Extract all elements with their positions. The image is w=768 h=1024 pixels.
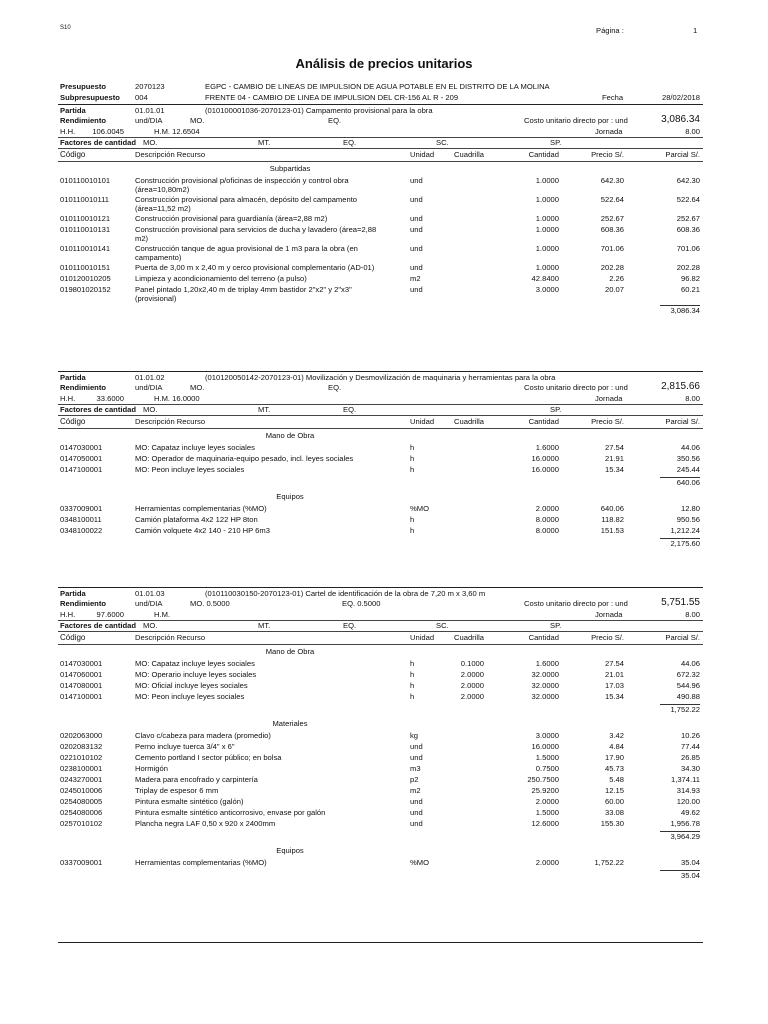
- row-precio: 151.53: [600, 526, 624, 535]
- row-precio: 15.34: [604, 692, 624, 701]
- row-precio: 12.15: [604, 786, 624, 795]
- col-cantidad: Cantidad: [528, 633, 559, 642]
- row-code: 010110010131: [60, 225, 111, 234]
- group-title: Materiales: [272, 719, 308, 728]
- col-unidad: Unidad: [410, 633, 435, 642]
- divider-line: [58, 631, 703, 632]
- row-unit: h: [410, 659, 415, 668]
- row-unit: und: [410, 195, 423, 204]
- row-parcial: 34.30: [680, 764, 700, 773]
- row-unit: h: [410, 692, 415, 701]
- row-unit: und: [410, 742, 423, 751]
- costo-label: Costo unitario directo por : und: [524, 383, 628, 392]
- row-description: Panel pintado 1,20x2,40 m de triplay 4mm bastidor 2"x2" y 2"x3": [135, 285, 352, 294]
- row-parcial: 12.80: [680, 504, 700, 513]
- factor-mt: MT.: [258, 138, 271, 147]
- row-cantidad: 16.0000: [531, 742, 559, 751]
- row-parcial: 44.06: [680, 659, 700, 668]
- row-precio: 27.54: [604, 443, 624, 452]
- row-code: 0254080005: [60, 797, 103, 806]
- row-precio: 33.08: [604, 808, 624, 817]
- fecha-value: 28/02/2018: [661, 93, 700, 102]
- row-description: Madera para encofrado y carpintería: [135, 775, 258, 784]
- row-code: 010110010151: [60, 263, 111, 272]
- row-unit: %MO: [410, 858, 429, 867]
- hh-value: 33.6000: [96, 394, 124, 403]
- row-parcial: 642.30: [676, 176, 700, 185]
- jornada-value: 8.00: [685, 394, 700, 403]
- col-cuadrilla: Cuadrilla: [454, 150, 484, 159]
- group-title: Subpartidas: [269, 164, 311, 173]
- row-description: Pintura esmalte sintético (galón): [135, 797, 244, 806]
- row-precio: 27.54: [604, 659, 624, 668]
- row-unit: und: [410, 244, 423, 253]
- row-unit: h: [410, 465, 415, 474]
- factor-sp: SP.: [550, 405, 562, 414]
- rendimiento-label: Rendimiento: [60, 383, 106, 392]
- row-description: Construcción provisional para almacén, depósito del campamento: [135, 195, 358, 204]
- row-parcial: 544.96: [676, 681, 700, 690]
- row-code: 0348100022: [60, 526, 103, 535]
- factor-eq: EQ.: [343, 621, 357, 630]
- row-precio: 1,752.22: [594, 858, 624, 867]
- col-precio: Precio S/.: [591, 150, 624, 159]
- hh-label: H.H.: [60, 394, 76, 403]
- presupuesto-label: Presupuesto: [60, 82, 106, 91]
- jornada-label: Jornada: [595, 394, 623, 403]
- row-code: 0221010102: [60, 753, 103, 762]
- row-description: Herramientas complementarias (%MO): [135, 858, 267, 867]
- row-precio: 640.06: [600, 504, 624, 513]
- row-cantidad: 1.6000: [535, 443, 559, 452]
- row-description: MO: Capataz incluye leyes sociales: [135, 443, 255, 452]
- row-code: 010110010101: [60, 176, 111, 185]
- row-code: 0147100001: [60, 465, 103, 474]
- row-precio: 252.67: [600, 214, 624, 223]
- row-parcial: 35.04: [680, 858, 700, 867]
- row-description: Clavo c/cabeza para madera (promedio): [135, 731, 271, 740]
- factores-label: Factores de cantidad: [60, 405, 136, 414]
- row-parcial: 120.00: [676, 797, 700, 806]
- subpresupuesto-label: Subpresupuesto: [60, 93, 120, 102]
- factor-sp: SP.: [550, 138, 562, 147]
- row-description: MO: Capataz incluye leyes sociales: [135, 659, 255, 668]
- col-cantidad: Cantidad: [528, 417, 559, 426]
- partida-code: 01.01.02: [135, 373, 165, 382]
- factor-eq: EQ.: [343, 405, 357, 414]
- jornada-label: Jornada: [595, 127, 623, 136]
- row-cantidad: 42.8400: [531, 274, 559, 283]
- row-code: 010110010141: [60, 244, 111, 253]
- row-cantidad: 1.0000: [535, 244, 559, 253]
- partida-label: Partida: [60, 589, 86, 598]
- row-description: MO: Peon incluye leyes sociales: [135, 465, 245, 474]
- factor-sp: SP.: [550, 621, 562, 630]
- row-unit: p2: [410, 775, 419, 784]
- row-cantidad: 25.9200: [531, 786, 559, 795]
- col-descripcion: Descripción Recurso: [135, 150, 206, 159]
- row-cuadrilla: 0.1000: [460, 659, 484, 668]
- costo-value: 3,086.34: [661, 114, 700, 125]
- row-parcial: 950.56: [676, 515, 700, 524]
- factor-sc: SC.: [436, 621, 449, 630]
- row-parcial: 252.67: [676, 214, 700, 223]
- row-precio: 45.73: [604, 764, 624, 773]
- group-subtotal: 3,964.29: [670, 832, 700, 841]
- row-cantidad: 1.0000: [535, 195, 559, 204]
- partida-description: (010120050142-2070123-01) Movilización y Desmovilización de maquinaria y herramientas para la obra: [205, 373, 556, 382]
- row-unit: und: [410, 225, 423, 234]
- factor-mo: MO.: [143, 138, 158, 147]
- row-parcial: 44.06: [680, 443, 700, 452]
- row-precio: 21.91: [604, 454, 624, 463]
- col-descripcion: Descripción Recurso: [135, 633, 206, 642]
- rendimiento-eq: EQ.: [328, 383, 342, 392]
- row-cantidad: 1.0000: [535, 176, 559, 185]
- col-parcial: Parcial S/.: [665, 150, 700, 159]
- row-cantidad: 2.0000: [535, 797, 559, 806]
- hm-value: H.M. 16.0000: [154, 394, 200, 403]
- factor-sc: SC.: [436, 138, 449, 147]
- row-description: Limpieza y acondicionamiento del terreno (a pulso): [135, 274, 307, 283]
- row-unit: und: [410, 263, 423, 272]
- partida-code: 01.01.01: [135, 106, 165, 115]
- rendimiento-mo: MO.: [190, 116, 205, 125]
- row-cantidad: 1.5000: [535, 753, 559, 762]
- row-parcial: 77.44: [680, 742, 700, 751]
- col-precio: Precio S/.: [591, 417, 624, 426]
- fecha-label: Fecha: [602, 93, 624, 102]
- row-code: 0245010006: [60, 786, 103, 795]
- row-parcial: 26.85: [680, 753, 700, 762]
- row-cantidad: 32.0000: [531, 670, 559, 679]
- factores-label: Factores de cantidad: [60, 138, 136, 147]
- group-subtotal: 1,752.22: [670, 705, 700, 714]
- row-cantidad: 32.0000: [531, 692, 559, 701]
- rendimiento-unit: und/DIA: [135, 599, 163, 608]
- row-description: MO: Peon incluye leyes sociales: [135, 692, 245, 701]
- row-cuadrilla: 2.0000: [460, 681, 484, 690]
- row-code: 0202083132: [60, 742, 103, 751]
- row-description: Herramientas complementarias (%MO): [135, 504, 267, 513]
- row-description: Perno incluye tuerca 3/4" x 6": [135, 742, 235, 751]
- row-precio: 60.00: [604, 797, 624, 806]
- row-parcial: 1,956.78: [670, 819, 700, 828]
- row-unit: m2: [410, 786, 421, 795]
- divider-line: [58, 587, 703, 588]
- col-precio: Precio S/.: [591, 633, 624, 642]
- row-unit: h: [410, 515, 415, 524]
- row-unit: und: [410, 808, 423, 817]
- row-cantidad: 1.0000: [535, 214, 559, 223]
- group-subtotal: 640.06: [676, 478, 700, 487]
- row-precio: 20.07: [604, 285, 624, 294]
- subpresupuesto-desc: FRENTE 04 - CAMBIO DE LINEA DE IMPULSION DEL CR-156 AL R - 209: [205, 93, 459, 102]
- row-parcial: 202.28: [676, 263, 700, 272]
- row-cantidad: 1.5000: [535, 808, 559, 817]
- row-description: Construcción tanque de agua provisional de 1 m3 para la obra (en: [135, 244, 358, 253]
- row-description: MO: Operador de maquinaria-equipo pesado, incl. leyes sociales: [135, 454, 354, 463]
- row-parcial: 350.56: [676, 454, 700, 463]
- row-description: Camión plataforma 4x2 122 HP 8ton: [135, 515, 258, 524]
- row-description: MO: Oficial incluye leyes sociales: [135, 681, 248, 690]
- rendimiento-unit: und/DIA: [135, 116, 163, 125]
- rendimiento-mo: MO.: [190, 383, 205, 392]
- divider-line: [58, 415, 703, 416]
- row-description: Hormigón: [135, 764, 168, 773]
- hm-value: H.M. 12.6504: [154, 127, 200, 136]
- rendimiento-unit: und/DIA: [135, 383, 163, 392]
- row-precio: 642.30: [600, 176, 624, 185]
- partida-label: Partida: [60, 106, 86, 115]
- jornada-label: Jornada: [595, 610, 623, 619]
- row-parcial: 701.06: [676, 244, 700, 253]
- factor-mt: MT.: [258, 405, 271, 414]
- row-description: Cemento portland I sector público; en bolsa: [135, 753, 282, 762]
- row-description: Plancha negra LAF 0,50 x 920 x 2400mm: [135, 819, 276, 828]
- col-codigo: Código: [60, 417, 86, 426]
- row-precio: 608.36: [600, 225, 624, 234]
- row-cantidad: 2.0000: [535, 504, 559, 513]
- row-parcial: 1,212.24: [670, 526, 700, 535]
- row-code: 0348100011: [60, 515, 102, 524]
- row-precio: 118.82: [601, 515, 624, 524]
- hm-value: H.M.: [154, 610, 171, 619]
- row-code: 0257010102: [60, 819, 103, 828]
- group-title: Equipos: [276, 846, 304, 855]
- row-parcial: 10.26: [680, 731, 700, 740]
- divider-line: [58, 428, 703, 429]
- row-unit: kg: [410, 731, 419, 740]
- row-description: Pintura esmalte sintético anticorrosivo, envase por galón: [135, 808, 326, 817]
- col-unidad: Unidad: [410, 417, 435, 426]
- row-code: 0147100001: [60, 692, 103, 701]
- row-code: 0337009001: [60, 858, 103, 867]
- group-title: Mano de Obra: [265, 431, 315, 440]
- row-precio: 2.26: [609, 274, 624, 283]
- row-parcial: 245.44: [676, 465, 700, 474]
- hh-label: H.H.: [60, 610, 76, 619]
- divider-line: [58, 161, 703, 162]
- rendimiento-label: Rendimiento: [60, 599, 106, 608]
- row-description: Construcción provisional para guardianía (área=2,88 m2): [135, 214, 328, 223]
- partida-description: (010100001036-2070123-01) Campamento provisional para la obra: [205, 106, 433, 115]
- page-label: Página :: [596, 26, 624, 35]
- factor-eq: EQ.: [343, 138, 357, 147]
- row-cantidad: 12.6000: [531, 819, 559, 828]
- row-precio: 202.28: [600, 263, 624, 272]
- costo-label: Costo unitario directo por : und: [524, 599, 628, 608]
- row-parcial: 608.36: [676, 225, 700, 234]
- row-unit: h: [410, 681, 415, 690]
- jornada-value: 8.00: [685, 127, 700, 136]
- row-unit: und: [410, 797, 423, 806]
- factor-mt: MT.: [258, 621, 271, 630]
- row-cantidad: 0.7500: [535, 764, 559, 773]
- divider-line: [58, 148, 703, 149]
- row-cantidad: 16.0000: [531, 465, 559, 474]
- row-precio: 15.34: [604, 465, 624, 474]
- col-unidad: Unidad: [410, 150, 435, 159]
- row-unit: h: [410, 443, 415, 452]
- row-unit: h: [410, 454, 415, 463]
- row-parcial: 49.62: [680, 808, 700, 817]
- costo-label: Costo unitario directo por : und: [524, 116, 628, 125]
- page-number: 1: [693, 26, 698, 35]
- col-parcial: Parcial S/.: [665, 417, 700, 426]
- row-unit: m3: [410, 764, 421, 773]
- costo-value: 2,815.66: [661, 381, 700, 392]
- row-cuadrilla: 2.0000: [460, 692, 484, 701]
- row-cantidad: 1.6000: [535, 659, 559, 668]
- row-description-cont: m2): [135, 234, 149, 243]
- row-description: Puerta de 3,00 m x 2,40 m y cerco provisional complementario (AD-01): [135, 263, 375, 272]
- row-cantidad: 8.0000: [535, 515, 559, 524]
- presupuesto-code: 2070123: [135, 82, 165, 91]
- row-unit: und: [410, 176, 423, 185]
- row-precio: 4.84: [609, 742, 624, 751]
- col-descripcion: Descripción Recurso: [135, 417, 206, 426]
- row-cantidad: 16.0000: [531, 454, 559, 463]
- factor-mo: MO.: [143, 621, 158, 630]
- row-cantidad: 32.0000: [531, 681, 559, 690]
- rendimiento-label: Rendimiento: [60, 116, 106, 125]
- presupuesto-desc: EGPC - CAMBIO DE LINEAS DE IMPULSION DE AGUA POTABLE EN EL DISTRITO DE LA MOLINA: [205, 82, 550, 91]
- row-code: 019801020152: [60, 285, 111, 294]
- divider-line: [58, 644, 703, 645]
- row-cantidad: 8.0000: [535, 526, 559, 535]
- subpresupuesto-code: 004: [135, 93, 148, 102]
- costo-value: 5,751.55: [661, 597, 700, 608]
- row-description-cont: campamento): [135, 253, 182, 262]
- col-cuadrilla: Cuadrilla: [454, 417, 484, 426]
- jornada-value: 8.00: [685, 610, 700, 619]
- partida-code: 01.01.03: [135, 589, 165, 598]
- row-unit: h: [410, 526, 415, 535]
- partida-description: (010110030150-2070123-01) Cartel de identificación de la obra de 7,20 m x 3,60 m: [205, 589, 486, 598]
- row-code: 0337009001: [60, 504, 103, 513]
- row-unit: h: [410, 670, 415, 679]
- row-cantidad: 250.7500: [527, 775, 559, 784]
- row-precio: 17.03: [604, 681, 624, 690]
- factor-mo: MO.: [143, 405, 158, 414]
- row-unit: und: [410, 753, 423, 762]
- row-code: 0147080001: [60, 681, 103, 690]
- row-description-cont: (provisional): [135, 294, 177, 303]
- row-code: 010110010111: [60, 195, 109, 204]
- row-description: Construcción provisional p/oficinas de inspección y control obra: [135, 176, 349, 185]
- row-code: 0147030001: [60, 659, 103, 668]
- row-precio: 522.64: [600, 195, 624, 204]
- group-subtotal: 3,086.34: [670, 306, 700, 315]
- rendimiento-mo: MO. 0.5000: [190, 599, 230, 608]
- row-cuadrilla: 2.0000: [460, 670, 484, 679]
- row-parcial: 60.21: [680, 285, 700, 294]
- group-subtotal: 2,175.60: [670, 539, 700, 548]
- row-precio: 17.90: [604, 753, 624, 762]
- rendimiento-eq: EQ. 0.5000: [342, 599, 381, 608]
- row-precio: 21.01: [604, 670, 624, 679]
- divider-line: [58, 104, 703, 105]
- row-code: 010110010121: [60, 214, 111, 223]
- row-unit: m2: [410, 274, 421, 283]
- row-cantidad: 3.0000: [535, 285, 559, 294]
- row-description: MO: Operario incluye leyes sociales: [135, 670, 257, 679]
- row-description-cont: (área=11,52 m2): [135, 204, 191, 213]
- row-description: Construcción provisional para servicios de ducha y lavadero (área=2,88: [135, 225, 377, 234]
- rendimiento-eq: EQ.: [328, 116, 342, 125]
- row-code: 0254080006: [60, 808, 103, 817]
- row-unit: und: [410, 819, 423, 828]
- row-precio: 155.30: [600, 819, 624, 828]
- row-description: Camión volquete 4x2 140 - 210 HP 6m3: [135, 526, 270, 535]
- row-cantidad: 3.0000: [535, 731, 559, 740]
- row-cantidad: 1.0000: [535, 225, 559, 234]
- group-title: Mano de Obra: [265, 647, 315, 656]
- row-cantidad: 2.0000: [535, 858, 559, 867]
- row-code: 0147050001: [60, 454, 103, 463]
- row-parcial: 96.82: [680, 274, 700, 283]
- row-cantidad: 1.0000: [535, 263, 559, 272]
- col-codigo: Código: [60, 633, 86, 642]
- row-code: 0202063000: [60, 731, 103, 740]
- col-codigo: Código: [60, 150, 86, 159]
- row-description-cont: (área=10,80m2): [135, 185, 190, 194]
- row-precio: 5.48: [609, 775, 624, 784]
- row-unit: und: [410, 214, 423, 223]
- row-parcial: 1,374.11: [671, 775, 700, 784]
- row-code: 0243270001: [60, 775, 103, 784]
- group-subtotal: 35.04: [680, 871, 700, 880]
- row-description: Triplay de espesor 6 mm: [135, 786, 219, 795]
- hh-value: 106.0045: [92, 127, 124, 136]
- row-code: 0147030001: [60, 443, 103, 452]
- row-code: 0238100001: [60, 764, 103, 773]
- col-cantidad: Cantidad: [528, 150, 559, 159]
- divider-line: [58, 942, 703, 943]
- col-parcial: Parcial S/.: [665, 633, 700, 642]
- row-precio: 3.42: [609, 731, 624, 740]
- group-title: Equipos: [276, 492, 304, 501]
- row-unit: und: [410, 285, 423, 294]
- row-parcial: 522.64: [676, 195, 700, 204]
- col-cuadrilla: Cuadrilla: [454, 633, 484, 642]
- hh-value: 97.6000: [96, 610, 124, 619]
- system-code: S10: [60, 25, 71, 31]
- divider-line: [58, 371, 703, 372]
- partida-label: Partida: [60, 373, 86, 382]
- row-parcial: 672.32: [676, 670, 700, 679]
- row-unit: %MO: [410, 504, 429, 513]
- hh-label: H.H.: [60, 127, 76, 136]
- factores-label: Factores de cantidad: [60, 621, 136, 630]
- row-precio: 701.06: [600, 244, 624, 253]
- row-code: 010120010205: [60, 274, 111, 283]
- row-code: 0147060001: [60, 670, 103, 679]
- row-parcial: 490.88: [676, 692, 700, 701]
- report-title: Análisis de precios unitarios: [295, 56, 473, 71]
- row-parcial: 314.93: [676, 786, 700, 795]
